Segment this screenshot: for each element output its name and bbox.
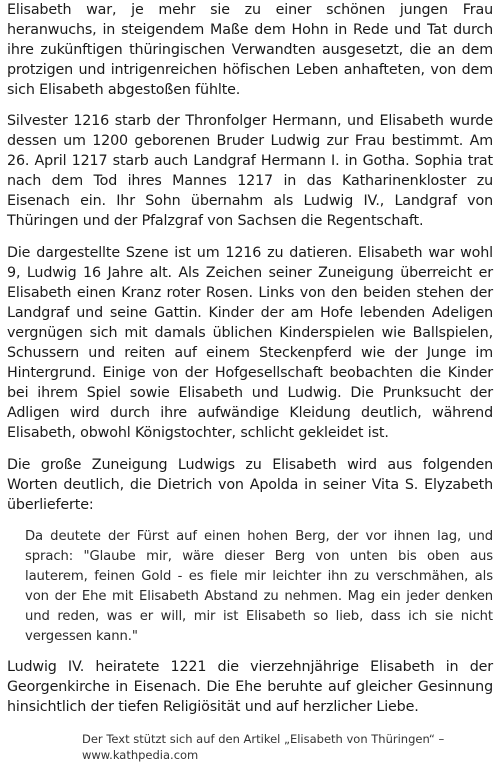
paragraph-quote-intro: Die große Zuneigung Ludwigs zu Elisabeth wird aus folgenden Worten deutlich, die Dietrich von Apolda in seiner Vita S. Elyzabeth überlieferte: (7, 457, 493, 513)
source-note: Der Text stützt sich auf den Artikel „Elisabeth von Thüringen“ – www.kathpedia.com (82, 732, 445, 762)
paragraph-succession: Silvester 1216 starb der Thronfolger Hermann, und Elisabeth wurde dessen um 1200 geborenen Bruder Ludwig zur Frau bestimmt. Am 26. April 1217 starb auch Landgraf Hermann I. in Gotha. Sophia trat nach dem Tod ihres Mannes 1217 in das Katharinenkloster zu Eisenach ein. Ihr Sohn übernahm als Ludwig IV., Landgraf von Thüringen und der Pfalzgraf von Sachsen die Regentschaft. (7, 113, 493, 229)
block-quote: Da deutete der Fürst auf einen hohen Berg, der vor ihnen lag, und sprach: "Glaube mir, wäre dieser Berg von unten bis oben aus lauterem, feinen Gold - es fiele mir leichter ihn zu verschmähen, als von der Ehe mit Elisabeth Abstand zu nehmen. Mag ein jeder denken und reden, was er will, mir ist Elisabeth so lieb, dass ich sie nicht vergessen kann." (25, 529, 493, 644)
paragraph-scene-description: Die dargestellte Szene ist um 1216 zu datieren. Elisabeth war wohl 9, Ludwig 16 Jahre alt. Als Zeichen seiner Zuneigung überreicht er Elisabeth einen Kranz roter Rosen. Links von den beiden stehen der Landgraf und seine Gattin. Kinder der am Hofe lebenden Adeligen vergnügen sich mit damals üblichen Kinderspielen wie Ballspielen, Schussern und reiten auf einem Steckenpferd wie der Junge im Hintergrund. Einige von der Hofgesellschaft beobachten die Kinder bei ihrem Spiel sowie Elisabeth und Ludwig. Die Prunksucht der Adligen wird durch ihre aufwändige Kleidung deutlich, während Elisabeth, obwohl Königstochter, schlicht gekleidet ist. (7, 245, 493, 441)
paragraph-courtly-mockery: Elisabeth war, je mehr sie zu einer schönen jungen Frau heranwuchs, in steigendem Maße dem Hohn in Rede und Tat durch ihre zukünftigen thüringischen Verwandten ausgesetzt, die an dem protzigen und intrigenreichen höfischen Leben anhafteten, von dem sich Elisabeth abgestoßen fühlte. (7, 2, 493, 98)
paragraph-marriage: Ludwig IV. heiratete 1221 die vierzehnjährige Elisabeth in der Georgenkirche in Eisenach. Die Ehe beruhte auf gleicher Gesinnung hinsichtlich der tiefen Religiösität und auf herzlicher Liebe. (7, 659, 493, 715)
